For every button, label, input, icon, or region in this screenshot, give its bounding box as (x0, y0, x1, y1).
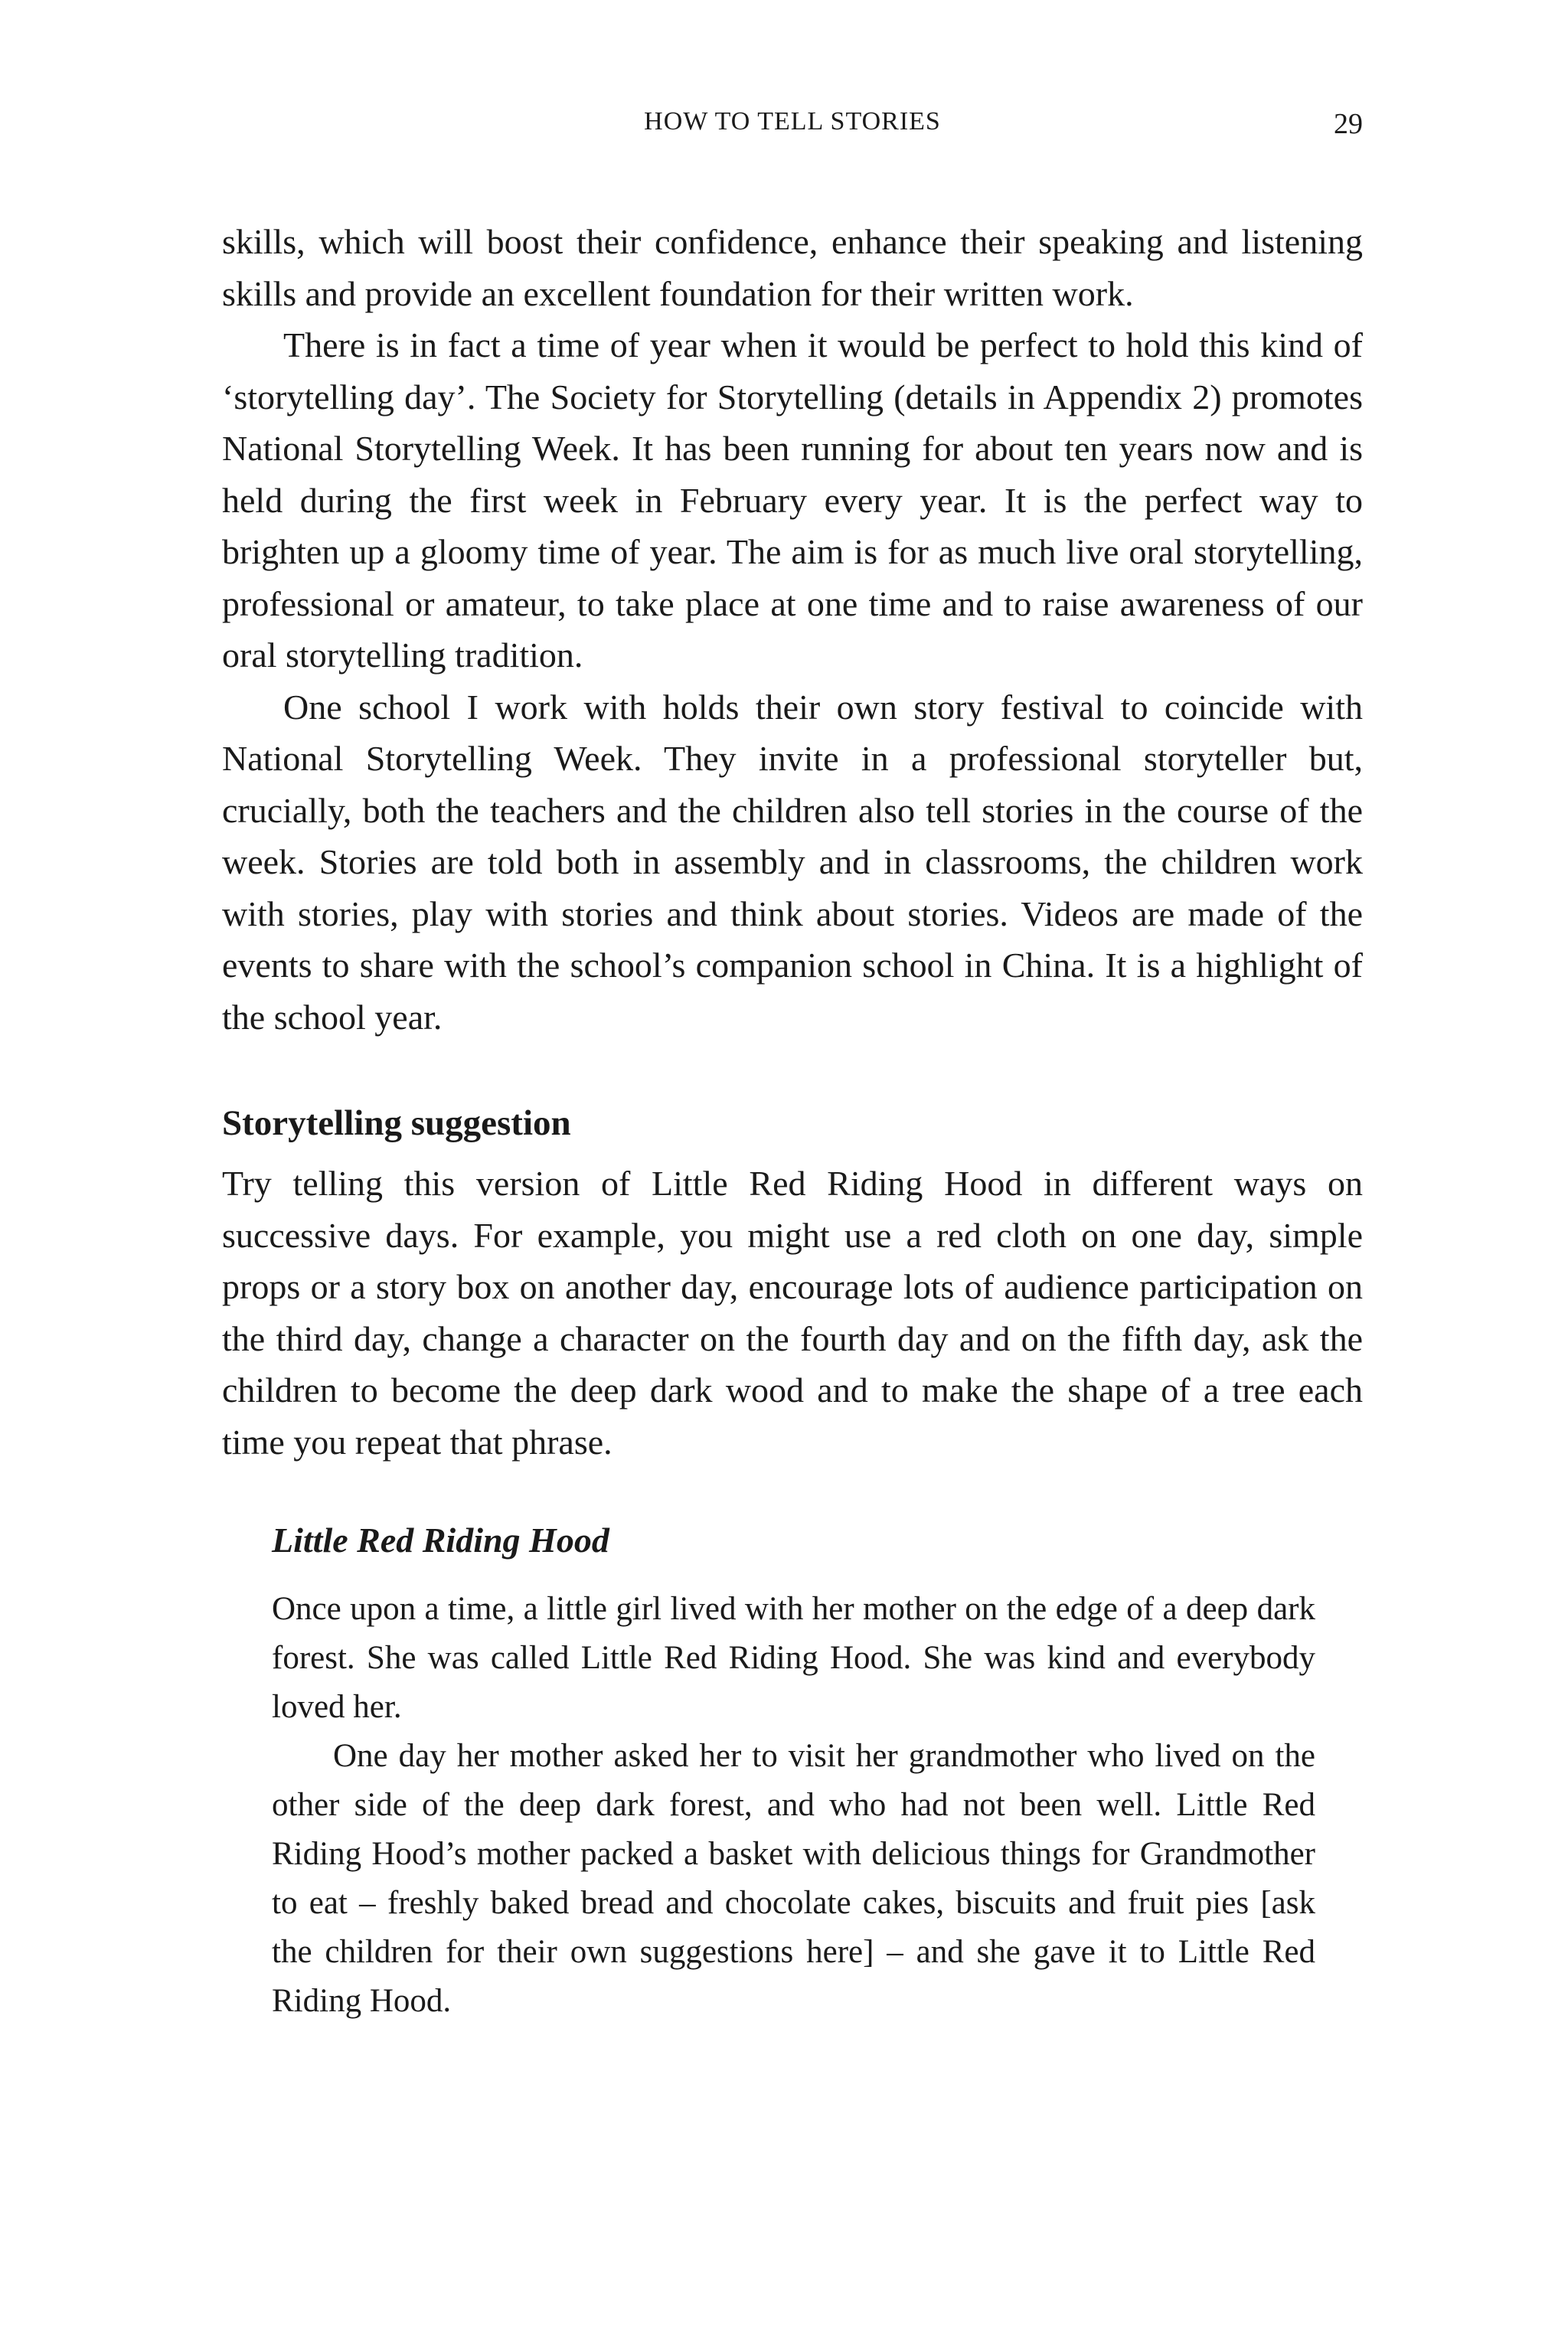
paragraph: Try telling this version of Little Red Riding Hood in different ways on successive days. For example, you might use a red cloth on one day, simple props or a story box on another day, encourage lots of audience participation on the third day, change a character on the fourth day and on the fifth day, ask the children to become the deep dark wood and to make the shape of a tree each time you repeat that phrase. (222, 1164, 1363, 1462)
suggestion-text (222, 1158, 1363, 1468)
story-text (272, 1585, 1315, 2026)
main-text (222, 216, 1363, 1043)
paragraph: skills, which will boost their confidence, enhance their speaking and listening skills and provide an excellent foundation for their written work. (222, 222, 1363, 313)
section-heading: Storytelling suggestion (222, 1103, 571, 1143)
story-paragraph: One day her mother asked her to visit her grandmother who lived on the other side of the deep dark forest, and who had not been well. Little Red Riding Hood’s mother packed a basket with delicious things for Grandmother to eat – freshly baked bread and chocolate cakes, biscuits and fruit pies [ask the children for their own suggestions here] – and she gave it to Little Red Riding Hood. (272, 1738, 1315, 2019)
page-number: 29 (1334, 108, 1363, 140)
running-title: HOW TO TELL STORIES (644, 107, 941, 136)
story-title: Little Red Riding Hood (272, 1521, 609, 1560)
running-head (222, 107, 1363, 145)
paragraph: One school I work with holds their own story festival to coincide with National Storytelling Week. They invite in a professional storyteller but, crucially, both the teachers and the children also tell stories in the course of the week. Stories are told both in assembly and in classrooms, the children work with stories, play with stories and think about stories. Videos are made of the events to share with the school’s companion school in China. It is a highlight of the school year. (222, 687, 1363, 1037)
story-paragraph: Once upon a time, a little girl lived with her mother on the edge of a deep dark forest. She was called Little Red Riding Hood. She was kind and everybody loved her. (272, 1591, 1315, 1725)
paragraph: There is in fact a time of year when it would be perfect to hold this kind of ‘storytelling day’. The Society for Storytelling (details in Appendix 2) promotes National Storytelling Week. It has been running for about ten years now and is held during the first week in February every year. It is the perfect way to brighten up a gloomy time of year. The aim is for as much live oral storytelling, professional or amateur, to take place at one time and to raise awareness of our oral storytelling tradition. (222, 325, 1363, 675)
